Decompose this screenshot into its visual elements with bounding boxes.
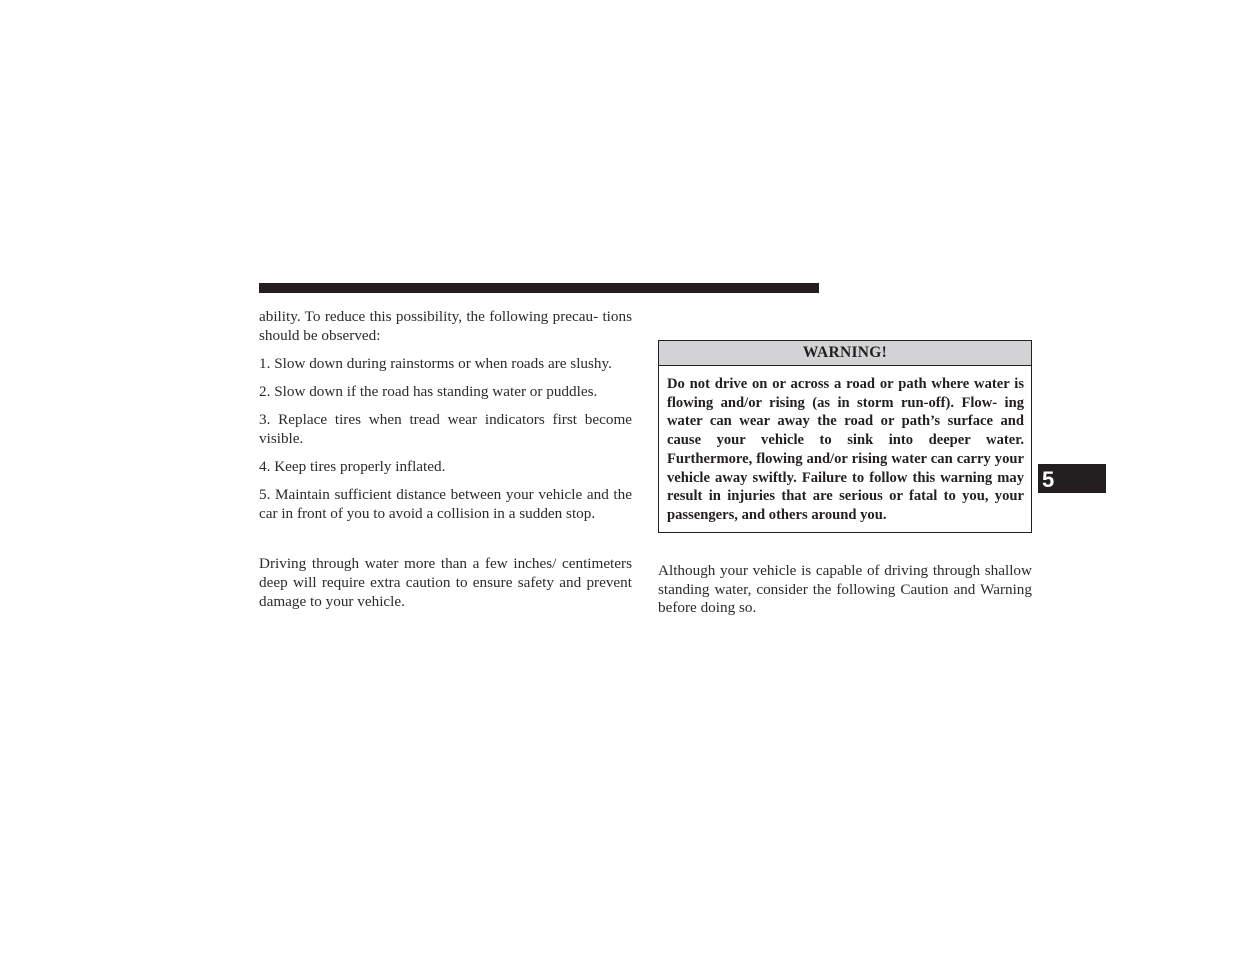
- precaution-item-3: 3. Replace tires when tread wear indicators first become visible.: [259, 411, 632, 447]
- precaution-item-4: 4. Keep tires properly inflated.: [259, 457, 446, 475]
- left-column: [259, 308, 632, 621]
- driving-through-water-paragraph: Driving through water more than a few inches/ centimeters deep will require extra caution to ensure safety and prevent damage to your vehicle.: [259, 555, 632, 610]
- warning-box: [658, 340, 1032, 533]
- warning-title: WARNING!: [659, 341, 1031, 366]
- section-tab: 5: [1038, 464, 1106, 493]
- precaution-item-1: 1. Slow down during rainstorms or when roads are slushy.: [259, 354, 612, 372]
- precaution-item-5: 5. Maintain sufficient distance between your vehicle and the car in front of you to avoid a collision in a sudden stop.: [259, 486, 632, 522]
- intro-paragraph: ability. To reduce this possibility, the following precau- tions should be observed:: [259, 308, 632, 344]
- precaution-item-2: 2. Slow down if the road has standing water or puddles.: [259, 382, 598, 400]
- warning-text: Do not drive on or across a road or path where water is flowing and/or rising (as in storm run-off). Flow- ing water can wear away the road or path’s surface and cause your vehicle to sink into deeper water. Furthermore, flowing and/or rising water can carry your vehicle away swiftly. Failure to follow this warning may result in injuries that are serious or fatal to you, your passengers, and others around you.: [667, 376, 1024, 523]
- top-header-rule: [259, 283, 819, 293]
- right-column: [658, 340, 1032, 627]
- standing-water-paragraph: Although your vehicle is capable of driving through shallow standing water, consider the following Caution and Warning before doing so.: [658, 562, 1032, 617]
